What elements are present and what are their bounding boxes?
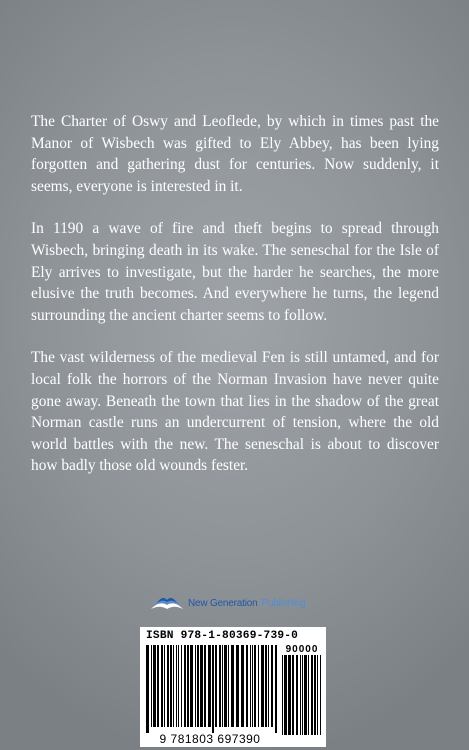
addon-digits: 90000	[282, 644, 322, 655]
barcode-bar	[231, 645, 234, 727]
barcode-bar	[224, 645, 227, 727]
blurb-text	[31, 111, 439, 477]
barcode-bar	[288, 645, 291, 735]
barcode-bar	[250, 645, 251, 727]
blurb-paragraph-3: The vast wilderness of the medieval Fen is still untamed, and for local folk the horrors of the Norman Invasion have never quite gone away. Beneath the town that lies in the shadow of the great Norman castle runs an undercurrent of tension, where the old world battles with the new. The seneschal is about to discover how badly those old wounds fester.	[31, 349, 439, 475]
barcode-bar	[265, 645, 267, 727]
barcode-bar	[176, 645, 177, 727]
barcode-bar	[246, 645, 248, 727]
blurb-paragraph-1: The Charter of Oswy and Leoflede, by which in times past the Manor of Wisbech was gifted to Ely Abbey, has been lying forgotten and gathering dust for centuries. Now suddenly, it seems, everyone is interested in it.	[31, 113, 439, 195]
barcode-bar	[170, 645, 172, 727]
barcode-bar	[292, 645, 294, 735]
barcode-bar	[308, 645, 309, 735]
barcode-bar	[173, 645, 174, 727]
blurb-paragraph-2: In 1190 a wave of fire and theft begins to spread through Wisbech, bringing death in its wake. The seneschal for the Isle of Ely arrives to investigate, but the harder he searches, the more elusive the truth becomes. And everywhere he turns, the legend surrounding the ancient charter seems to follow.	[31, 220, 439, 324]
isbn-label: ISBN 978-1-80369-739-0	[146, 630, 299, 642]
barcode-bar	[161, 645, 163, 727]
barcode-bar	[311, 645, 313, 735]
barcode-bar	[200, 645, 203, 727]
barcode-bar	[151, 645, 152, 727]
barcode-bar	[157, 645, 159, 727]
barcode-bar	[228, 645, 229, 727]
publisher-name-main: New Generation	[188, 597, 258, 609]
barcode-bar	[222, 645, 223, 727]
publisher-logo	[150, 594, 306, 612]
barcode-bar	[317, 645, 318, 735]
publisher-name-sub: Publishing	[261, 597, 306, 609]
barcode-bar	[212, 645, 214, 733]
barcode-bar	[268, 645, 269, 727]
barcode-bar	[258, 645, 259, 727]
barcode-bar	[252, 645, 253, 727]
barcode-bar	[181, 645, 182, 727]
barcode-bar	[320, 645, 321, 735]
open-book-logo-icon	[150, 596, 184, 610]
barcode-bar	[208, 645, 211, 727]
addon-bars	[282, 645, 322, 735]
barcode-bar	[187, 645, 189, 727]
barcode-bar	[184, 645, 186, 727]
barcode-digits: 9 781803 697390	[140, 733, 280, 746]
barcode-bar	[164, 645, 165, 727]
barcode-bar	[167, 645, 169, 727]
barcode-bar	[254, 645, 256, 727]
barcode-bar	[296, 645, 298, 735]
barcode-bar	[195, 645, 196, 727]
barcode-bar	[236, 645, 239, 727]
barcode-bar	[304, 645, 307, 735]
barcode-bar	[153, 645, 156, 727]
barcode-bar	[314, 645, 316, 735]
barcode-bar	[215, 645, 217, 727]
barcode-bar	[178, 645, 179, 727]
barcode-bar	[271, 645, 273, 727]
barcode-bar	[302, 645, 303, 735]
barcode-bar	[300, 645, 301, 735]
barcode-bar	[275, 645, 277, 733]
barcode-bar	[261, 645, 264, 727]
barcode-bar	[282, 645, 283, 735]
barcode-bar	[146, 645, 149, 733]
ean-bars	[146, 645, 280, 733]
barcode-bar	[190, 645, 193, 727]
barcode-bar	[284, 645, 287, 735]
barcode-bar	[219, 645, 221, 727]
barcode-bar	[241, 645, 244, 727]
barcode-bar	[197, 645, 199, 727]
isbn-barcode	[140, 627, 326, 747]
barcode-bar	[204, 645, 206, 727]
